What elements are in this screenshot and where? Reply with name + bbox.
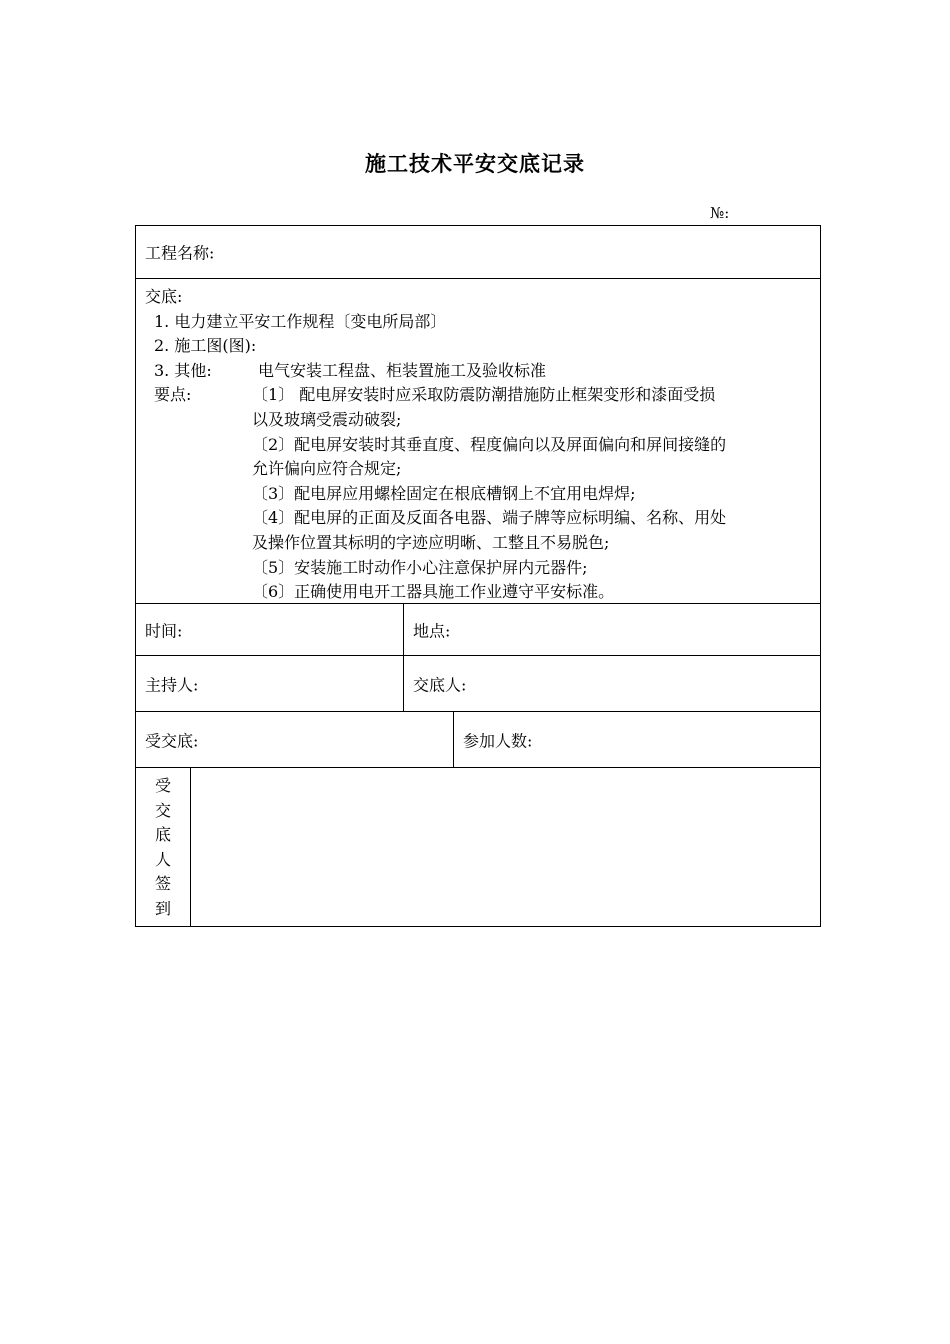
disclosure-line-3 [145,359,726,384]
receiver-label: 受交底: [145,731,199,750]
disclosure-line-1: 1. 电力建立平安工作规程〔变电所局部〕 [154,311,447,331]
signature-row [136,768,820,926]
host-cell[interactable] [136,656,404,711]
discloser-label: 交底人: [413,675,467,694]
signature-label-char: 交 [154,800,171,820]
signature-label-char: 签 [154,874,171,894]
signature-label-char: 受 [154,776,171,795]
key-points-block [145,383,726,604]
record-number-label: №: [710,204,730,222]
key-point-line: 〔4〕配电屏的正面及反面各电器、端子牌等应标明编、名称、用处 [252,508,727,528]
time-location-row [136,604,820,656]
signature-label-char: 底 [154,825,171,845]
key-points-label: 要点: [154,385,192,405]
location-cell[interactable] [404,604,820,655]
key-point-line: 〔1〕 配电屏安装时应采取防震防潮措施防止框架变形和漆面受损 [252,385,716,405]
key-point-line: 及操作位置其标明的字迹应明晰、工整且不易脱色; [252,532,610,552]
page-title: 施工技术平安交底记录 [365,152,585,176]
key-point-line: 〔5〕安装施工时动作小心注意保护屏内元器件; [252,557,588,577]
key-point-line: 〔3〕配电屏应用螺栓固定在根底槽钢上不宜用电焊焊; [252,483,636,503]
participants-label: 参加人数: [463,731,533,750]
signature-area[interactable] [191,768,820,926]
disclosure-line-3-text: 电气安装工程盘、柜装置施工及验收标准 [257,360,546,380]
project-name-row [136,226,820,279]
disclosure-line-2: 2. 施工图(图): [154,336,257,356]
receiver-cell[interactable] [136,712,454,767]
host-label: 主持人: [145,675,199,694]
disclosure-content-row [136,279,820,604]
key-point-line: 允许偏向应符合规定; [252,459,402,479]
host-discloser-row [136,656,820,712]
key-point-line: 〔6〕正确使用电开工器具施工作业遵守平安标准。 [252,582,615,602]
time-label: 时间: [145,621,183,640]
key-point-line: 〔2〕配电屏安装时其垂直度、程度偏向以及屏面偏向和屏间接缝的 [252,434,727,454]
location-label: 地点: [413,621,451,640]
disclosure-form-table [135,225,821,927]
receiver-participants-row [136,712,820,768]
participants-cell[interactable] [454,712,820,767]
disclosure-label: 交底: [145,287,183,306]
time-cell[interactable] [136,604,404,655]
signature-label-char: 人 [154,849,171,869]
key-point-line: 以及玻璃受震动破裂; [252,409,402,429]
disclosure-line-3-prefix: 3. 其他: [154,360,212,380]
project-name-label: 工程名称: [145,243,215,263]
signature-label-char: 到 [154,898,171,918]
disclosure-content [145,285,726,605]
discloser-cell[interactable] [404,656,820,711]
project-name-cell[interactable] [136,226,820,278]
signature-label [136,768,191,926]
